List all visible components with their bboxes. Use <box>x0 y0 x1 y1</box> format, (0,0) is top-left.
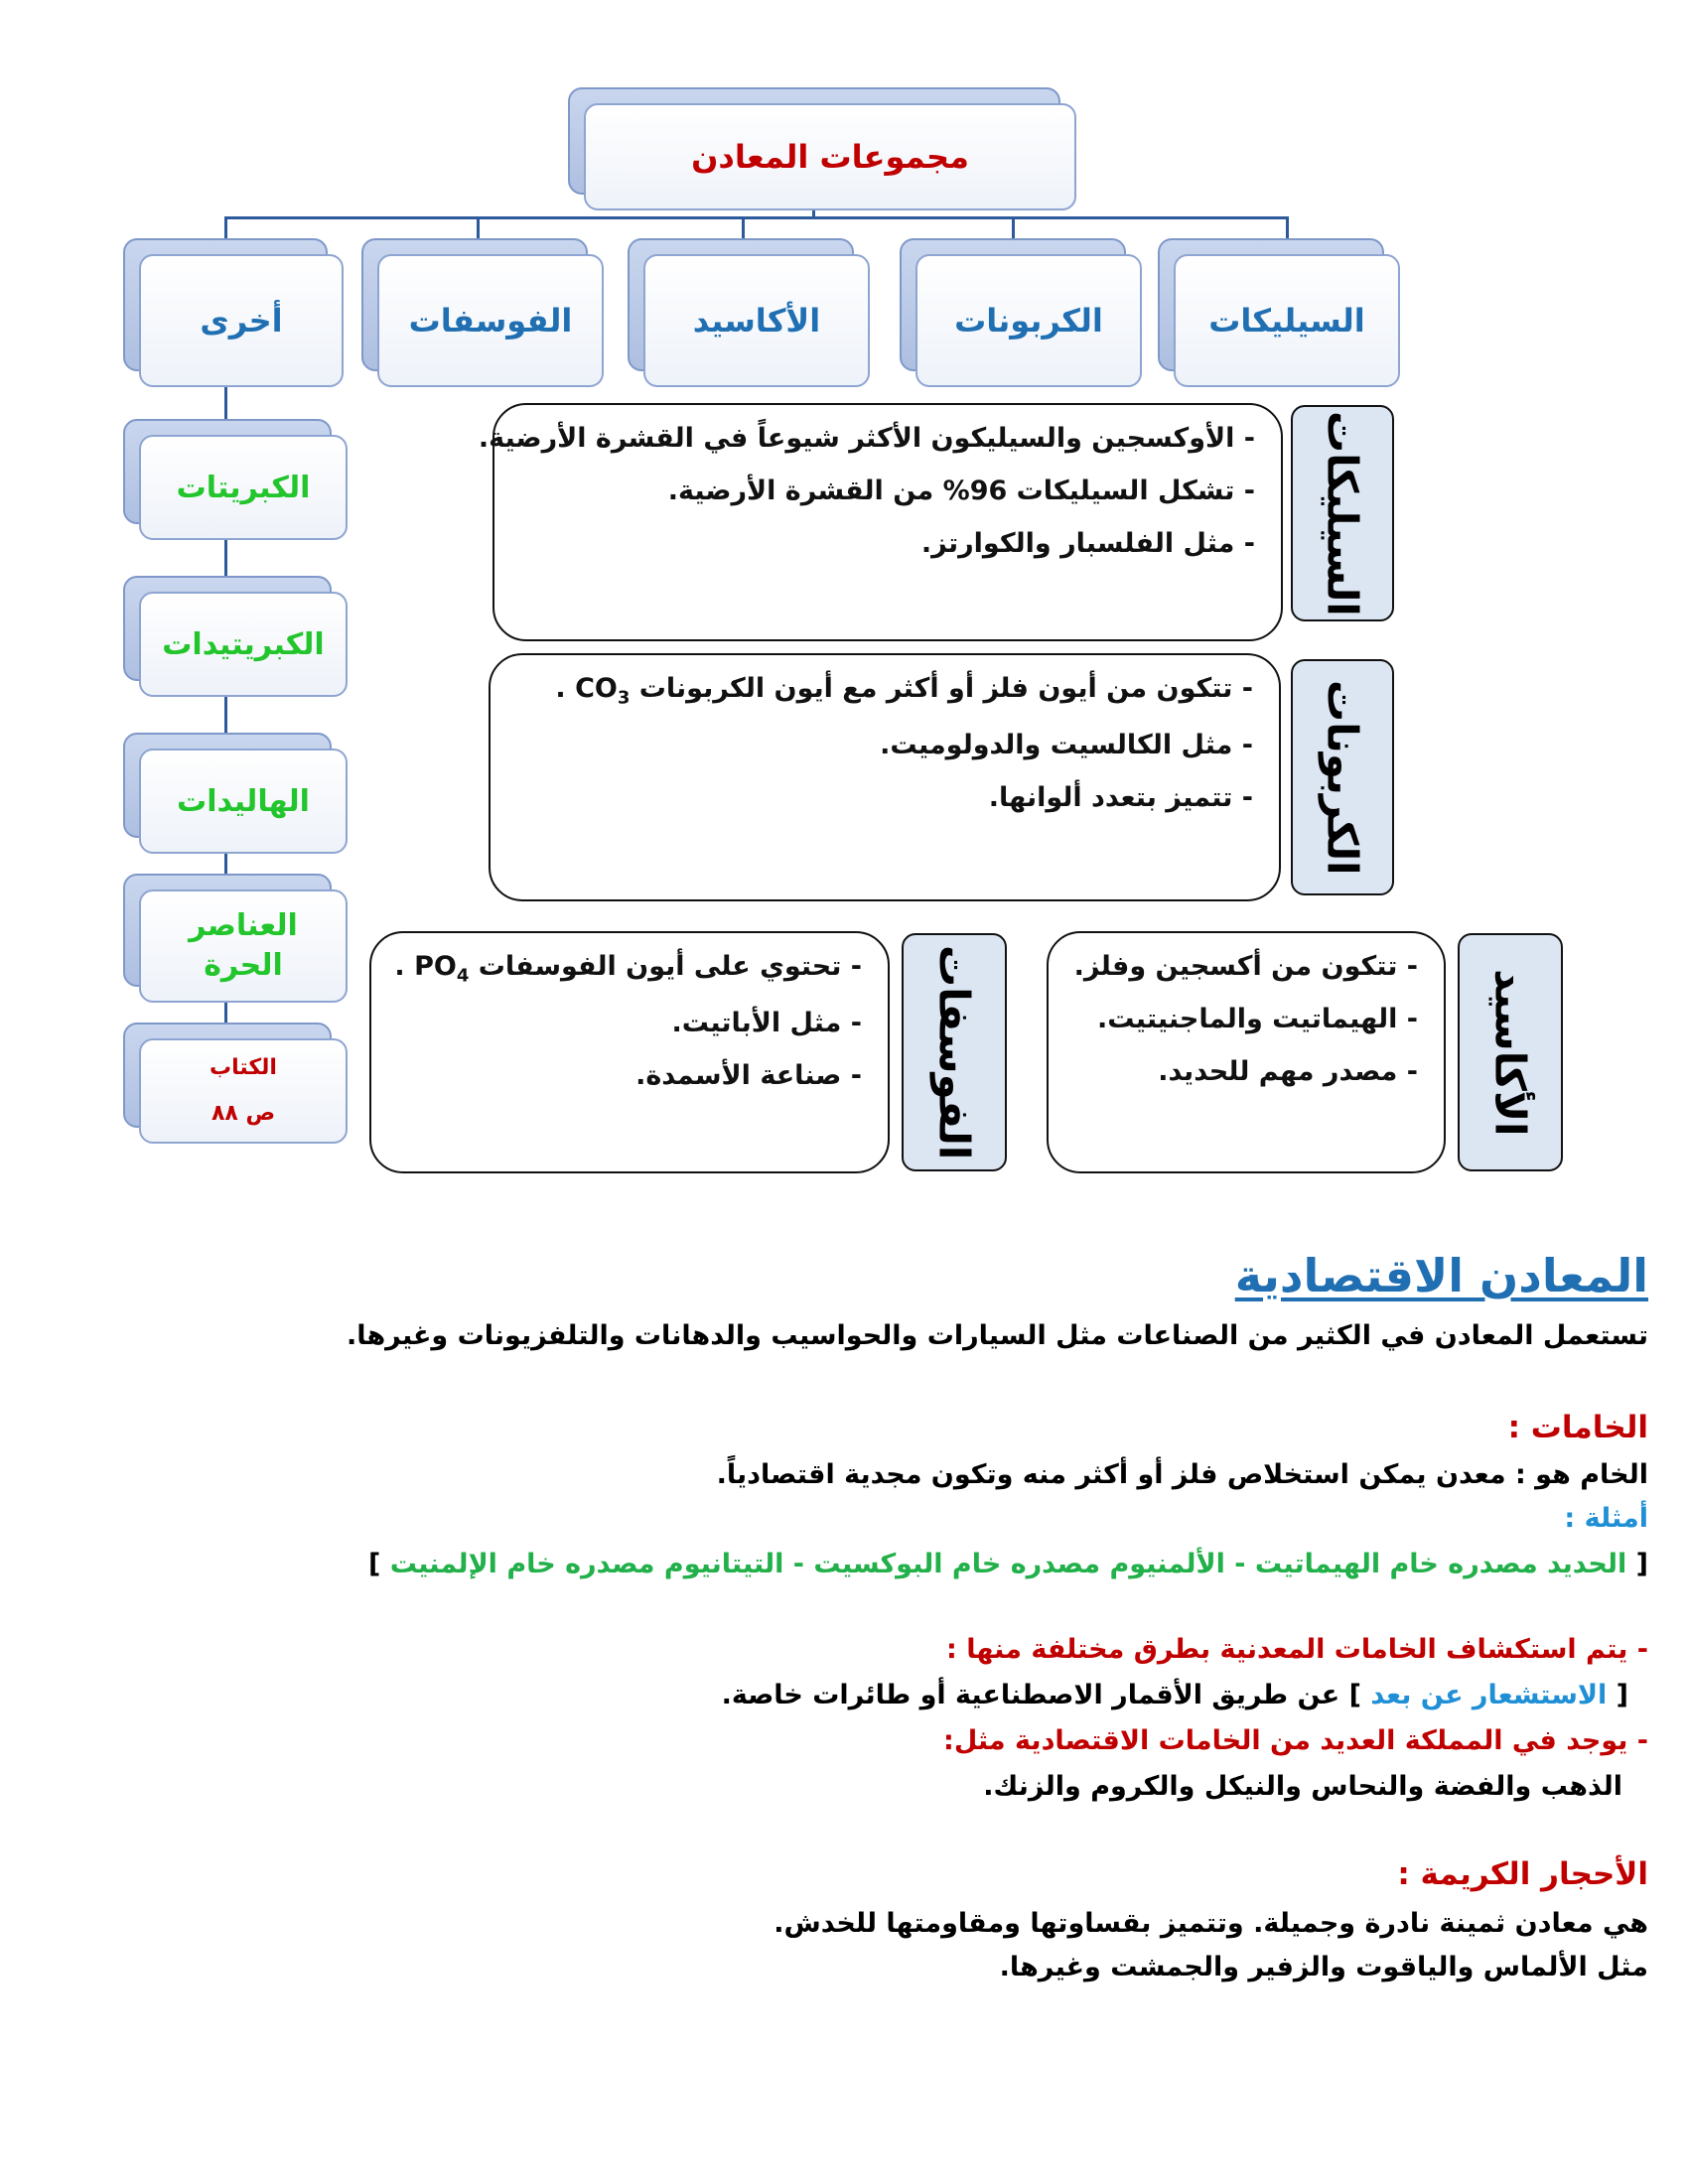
info-line: - صناعة الأسمدة. <box>635 1060 862 1092</box>
group-phosphates <box>361 238 604 387</box>
root-label: مجموعات المعادن <box>584 103 1076 210</box>
info-line: - تتكون من أكسجين وفلز. <box>1073 951 1418 982</box>
phosphates-info-box <box>369 931 890 1173</box>
oxides-vertical-label: الأكاسيد <box>1458 933 1563 1171</box>
gems-heading: الأحجار الكريمة : <box>1397 1856 1648 1892</box>
info-line: - تحتوي على أيون الفوسفات $PO_4$ . <box>394 951 862 987</box>
kingdom-heading: - يوجد في المملكة العديد من الخامات الاقتصادية مثل: <box>943 1725 1648 1756</box>
economic-title: المعادن الاقتصادية <box>1234 1249 1648 1302</box>
carbonates-vertical-label: الكربونات <box>1291 659 1394 895</box>
examples-line: [ الحديد مصدره خام الهيماتيت - الألمنيوم مصدره خام البوكسيت - التيتانيوم مصدره خام الإلمنيت ] <box>367 1549 1648 1579</box>
connector <box>224 216 1287 219</box>
carbonates-info-box <box>489 653 1281 901</box>
examples-label: أمثلة : <box>1564 1503 1648 1534</box>
other-halides <box>123 733 348 854</box>
other-label: العناصر الحرة <box>139 889 348 1003</box>
kingdom-list: الذهب والفضة والنحاس والنيكل والكروم والزنك. <box>983 1771 1622 1802</box>
other-native-elements <box>123 874 348 1003</box>
info-line: - تتكون من أيون فلز أو أكثر مع أيون الكربونات $CO_3$ . <box>555 673 1253 709</box>
group-others <box>123 238 344 387</box>
group-oxides <box>628 238 870 387</box>
economic-intro: تستعمل المعادن في الكثير من الصناعات مثل السيارات والحواسيب والدهانات والتلفزيونات وغيرها. <box>347 1320 1648 1351</box>
book-label: الكتاب <box>210 1055 277 1080</box>
discovery-heading: - يتم استكشاف الخامات المعدنية بطرق مختلفة منها : <box>946 1634 1648 1665</box>
info-line: - تشكل السيليكات 96% من القشرة الأرضية. <box>667 476 1255 506</box>
group-label: الفوسفات <box>377 254 604 387</box>
remote-sensing-term: الاستشعار عن بعد <box>1370 1680 1608 1710</box>
ore-definition: الخام هو : معدن يمكن استخلاص فلز أو أكثر منه وتكون مجدية اقتصادياً. <box>716 1459 1648 1490</box>
book-reference <box>123 1023 348 1144</box>
other-sulfates <box>123 419 348 540</box>
gems-examples: مثل الألماس والياقوت والزفير والجمشت وغيرها. <box>999 1952 1648 1982</box>
oxides-info-box <box>1047 931 1446 1173</box>
book-page: ص ٨٨ <box>211 1101 276 1126</box>
root-node <box>568 87 1076 210</box>
group-label: الكربونات <box>915 254 1142 387</box>
info-line: - الهيماتيت والماجنيتيت. <box>1096 1004 1418 1034</box>
info-line: - الأوكسجين والسيليكون الأكثر شيوعاً في القشرة الأرضية. <box>478 423 1255 454</box>
info-line: - مثل الكالسيت والدولوميت. <box>880 730 1253 761</box>
other-label: الهاليدات <box>139 749 348 854</box>
info-line: - تتميز بتعدد ألوانها. <box>988 782 1253 814</box>
silicates-vertical-label: السيليكات <box>1291 405 1394 621</box>
silicates-info-box <box>478 403 1283 641</box>
group-label: الأكاسيد <box>643 254 870 387</box>
other-label: الكبريتات <box>139 435 348 540</box>
other-sulfides <box>123 576 348 697</box>
info-line: - مثل الفلسبار والكوارتز. <box>920 528 1255 559</box>
phosphates-vertical-label: الفوسفات <box>902 933 1007 1171</box>
other-label: الكبريتيدات <box>139 592 348 697</box>
info-line: - مصدر مهم للحديد. <box>1158 1056 1418 1087</box>
examples-text: الحديد مصدره خام الهيماتيت - الألمنيوم مصدره خام البوكسيت - التيتانيوم مصدره خام الإلمنيت <box>389 1549 1627 1579</box>
info-line: - مثل الأباتيت. <box>671 1008 862 1039</box>
group-carbonates <box>900 238 1142 387</box>
group-label: أخرى <box>139 254 344 387</box>
ores-heading: الخامات : <box>1507 1410 1648 1445</box>
gems-definition: هي معادن ثمينة نادرة وجميلة. وتتميز بقساوتها ومقاومتها للخدش. <box>774 1908 1648 1939</box>
group-label: السيليكات <box>1174 254 1400 387</box>
group-silicates <box>1158 238 1400 387</box>
remote-sensing-line: [ الاستشعار عن بعد ] عن طريق الأقمار الاصطناعية أو طائرات خاصة. <box>721 1680 1628 1710</box>
